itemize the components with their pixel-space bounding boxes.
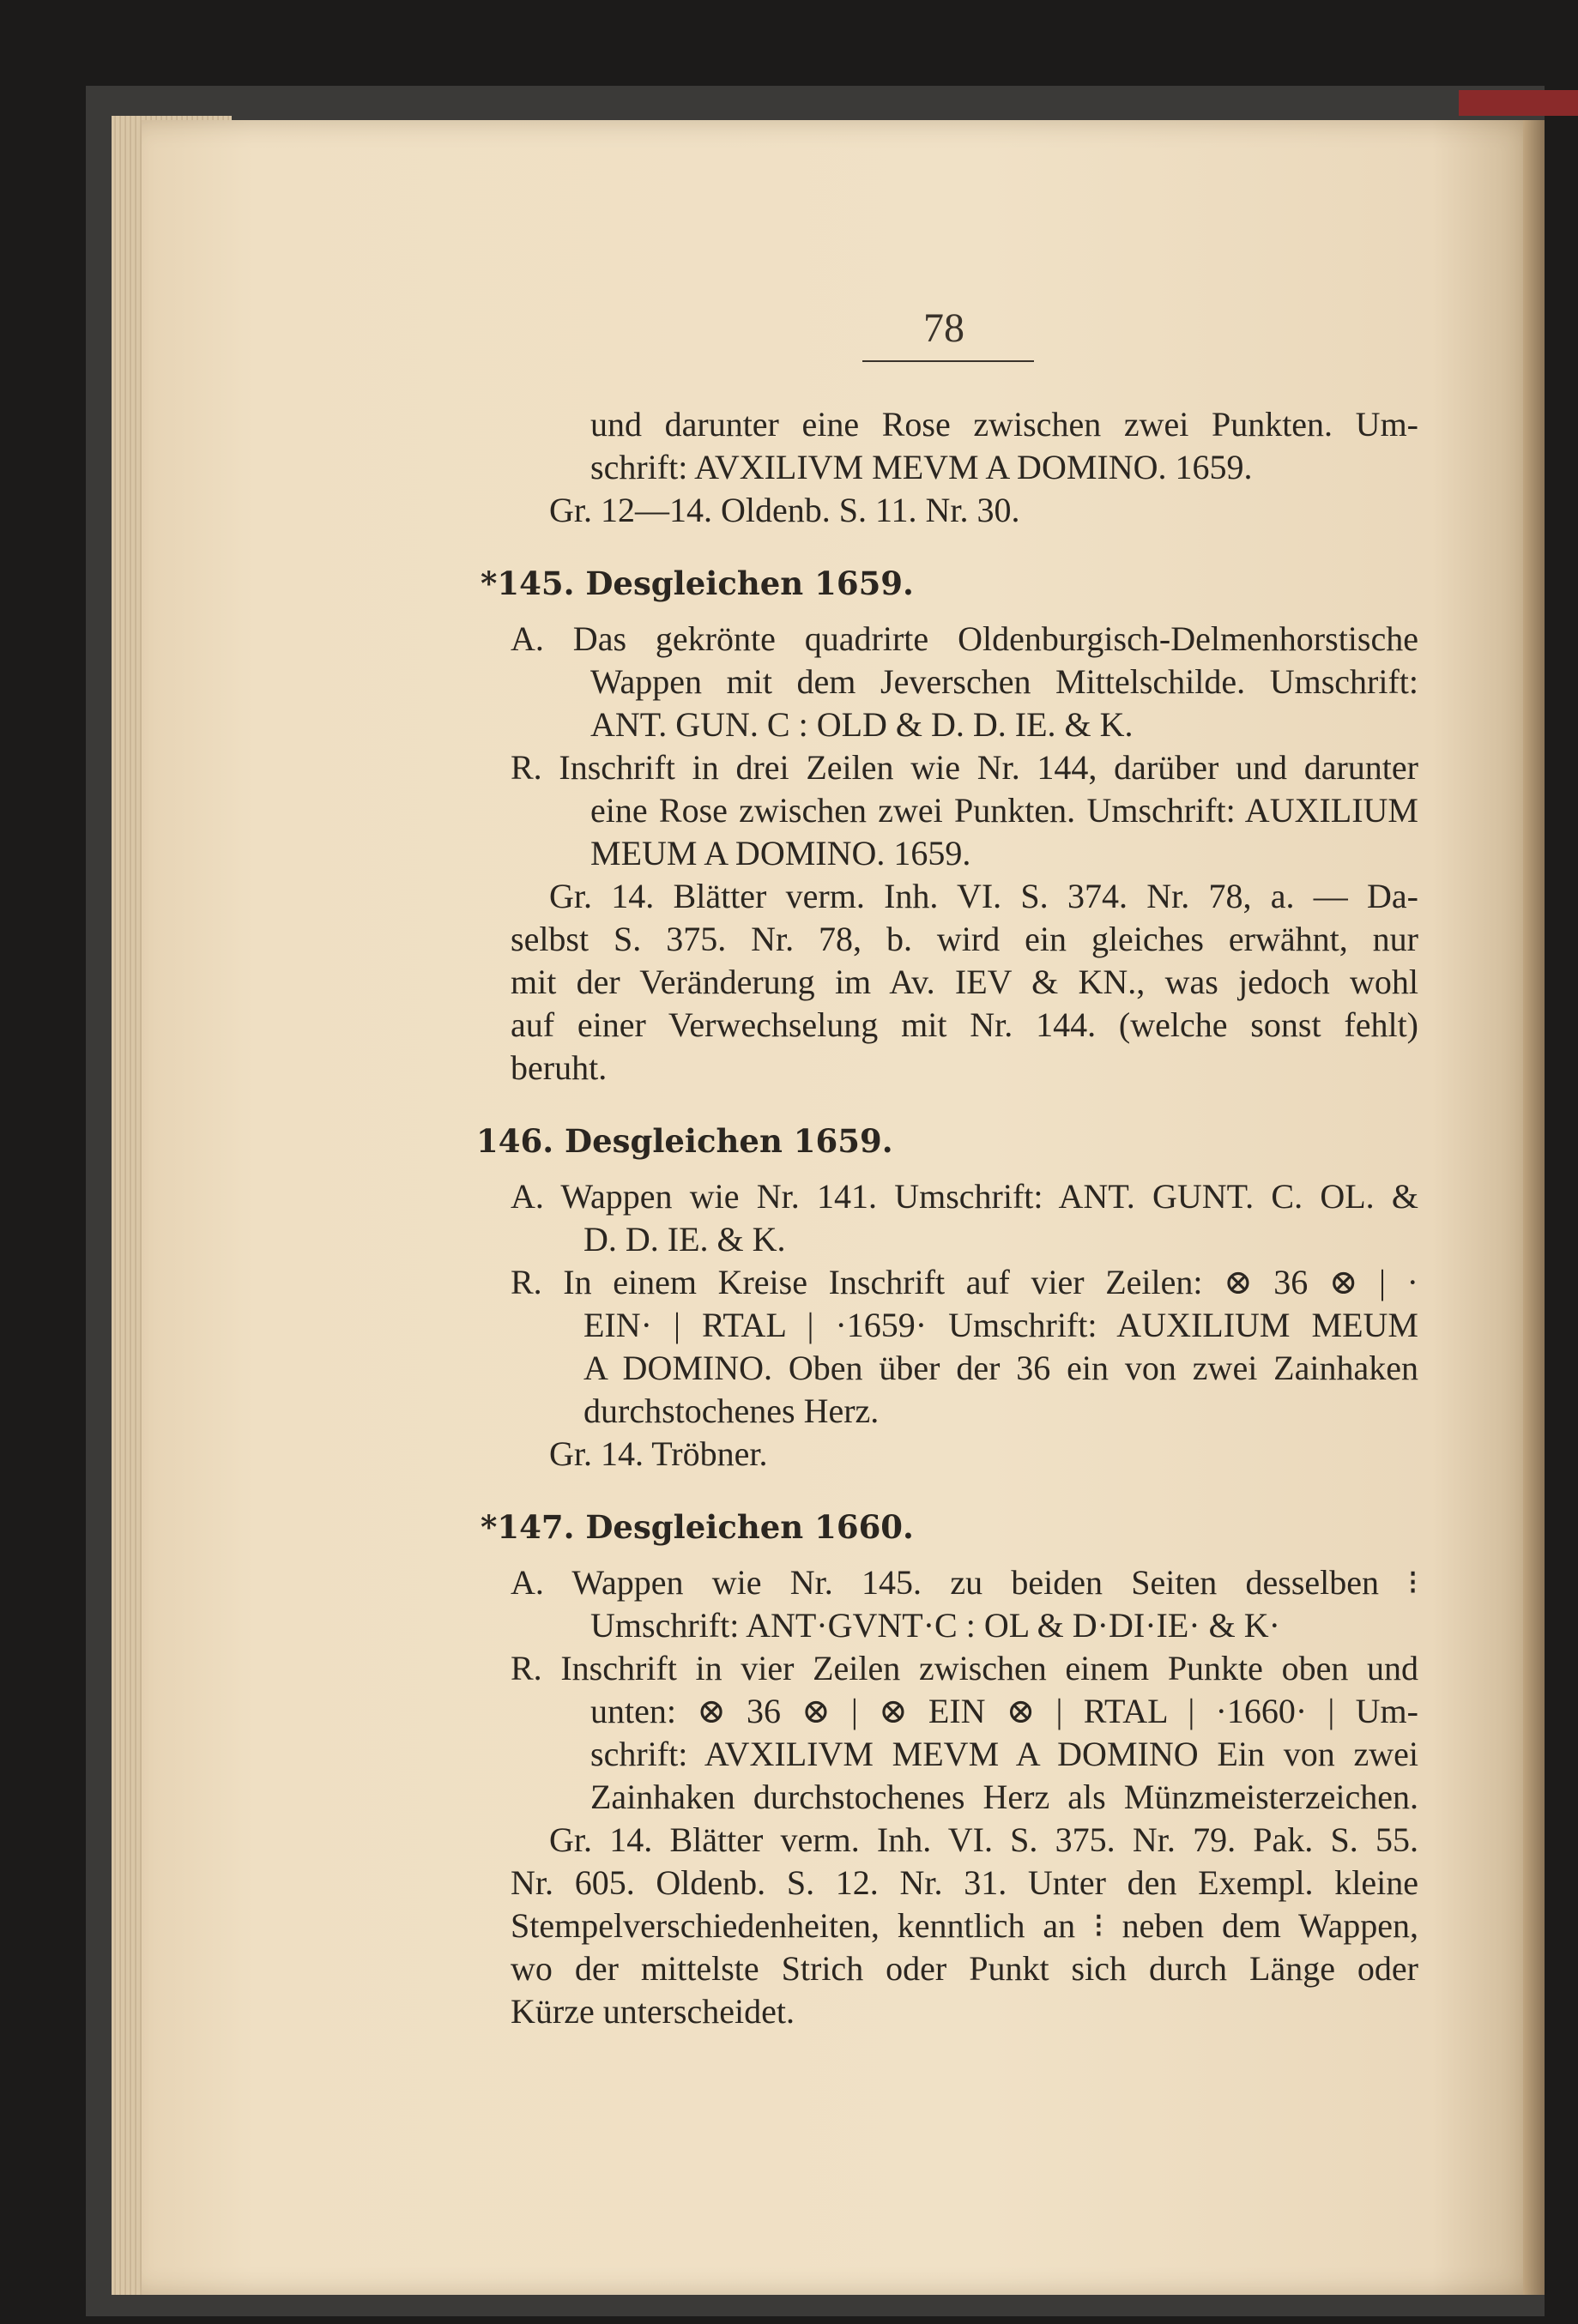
- text-line: EIN· | RTAL | ·1659· Umschrift: AUXILIUM MEUM: [583, 1306, 1418, 1344]
- text-line: eine Rose zwischen zwei Punkten. Umschrift: AUXILIUM: [590, 791, 1418, 830]
- text-line: A. Wappen wie Nr. 141. Umschrift: ANT. GUNT. C. OL. &: [511, 1177, 1418, 1216]
- text-line: Umschrift: ANT·GVNT·C : OL & D·DI·IE· & K·: [590, 1606, 1280, 1645]
- text-line: ANT. GUN. C : OLD & D. D. IE. & K.: [590, 705, 1134, 744]
- text-line: Stempelverschiedenheiten, kenntlich an ⁝ neben dem Wappen,: [511, 1906, 1418, 1945]
- text-line: A DOMINO. Oben über der 36 ein von zwei Zainhaken: [583, 1349, 1418, 1387]
- text-line: wo der mittelste Strich oder Punkt sich durch Länge oder: [511, 1949, 1418, 1988]
- text-line: mit der Veränderung im Av. IEV & KN., was jedoch wohl: [511, 963, 1418, 1001]
- text-line: A. Das gekrönte quadrirte Oldenburgisch-Delmenhorstische: [511, 619, 1418, 658]
- text-line: Zainhaken durchstochenes Herz als Münzmeisterzeichen.: [590, 1778, 1418, 1816]
- text-line: schrift: AVXILIVM MEVM A DOMINO Ein von zwei: [590, 1735, 1418, 1773]
- header-rule: [862, 360, 1034, 362]
- text-line: R. Inschrift in drei Zeilen wie Nr. 144, darüber und darunter: [511, 748, 1418, 787]
- text-line: Gr. 14. Blätter verm. Inh. VI. S. 374. Nr. 78, a. — Da-: [549, 877, 1418, 915]
- text-line: Wappen mit dem Jeverschen Mittelschilde. Umschrift:: [590, 662, 1418, 701]
- text-line: Gr. 14. Tröbner.: [549, 1434, 768, 1473]
- entry-heading-145: *145. Desgleichen 1659.: [481, 564, 914, 602]
- entry-heading-147: *147. Desgleichen 1660.: [481, 1508, 914, 1546]
- text-line: R. In einem Kreise Inschrift auf vier Zeilen: ⊗ 36 ⊗ | ·: [511, 1263, 1418, 1301]
- text-line: MEUM A DOMINO. 1659.: [590, 834, 971, 872]
- text-line: Kürze unterscheidet.: [511, 1992, 795, 2031]
- text-line: und darunter eine Rose zwischen zwei Punkten. Um-: [590, 405, 1418, 444]
- text-line: selbst S. 375. Nr. 78, b. wird ein gleiches erwähnt, nur: [511, 920, 1418, 958]
- page-number: 78: [923, 305, 964, 351]
- text-line: beruht.: [511, 1048, 608, 1087]
- text-line: Nr. 605. Oldenb. S. 12. Nr. 31. Unter den Exempl. kleine: [511, 1863, 1418, 1902]
- entry-heading-146: 146. Desgleichen 1659.: [476, 1122, 893, 1160]
- text-line: D. D. IE. & K.: [583, 1220, 786, 1259]
- text-line: Gr. 14. Blätter verm. Inh. VI. S. 375. Nr. 79. Pak. S. 55.: [549, 1820, 1418, 1859]
- text-line: auf einer Verwechselung mit Nr. 144. (welche sonst fehlt): [511, 1005, 1418, 1044]
- text-line: unten: ⊗ 36 ⊗ | ⊗ EIN ⊗ | RTAL | ·1660· | Um-: [590, 1692, 1418, 1730]
- text-line: Gr. 12—14. Oldenb. S. 11. Nr. 30.: [549, 491, 1020, 529]
- text-line: A. Wappen wie Nr. 145. zu beiden Seiten desselben ⁝: [511, 1563, 1418, 1602]
- text-line: R. Inschrift in vier Zeilen zwischen einem Punkte oben und: [511, 1649, 1418, 1687]
- text-line: durchstochenes Herz.: [583, 1391, 880, 1430]
- text-line: schrift: AVXILIVM MEVM A DOMINO. 1659.: [590, 448, 1253, 486]
